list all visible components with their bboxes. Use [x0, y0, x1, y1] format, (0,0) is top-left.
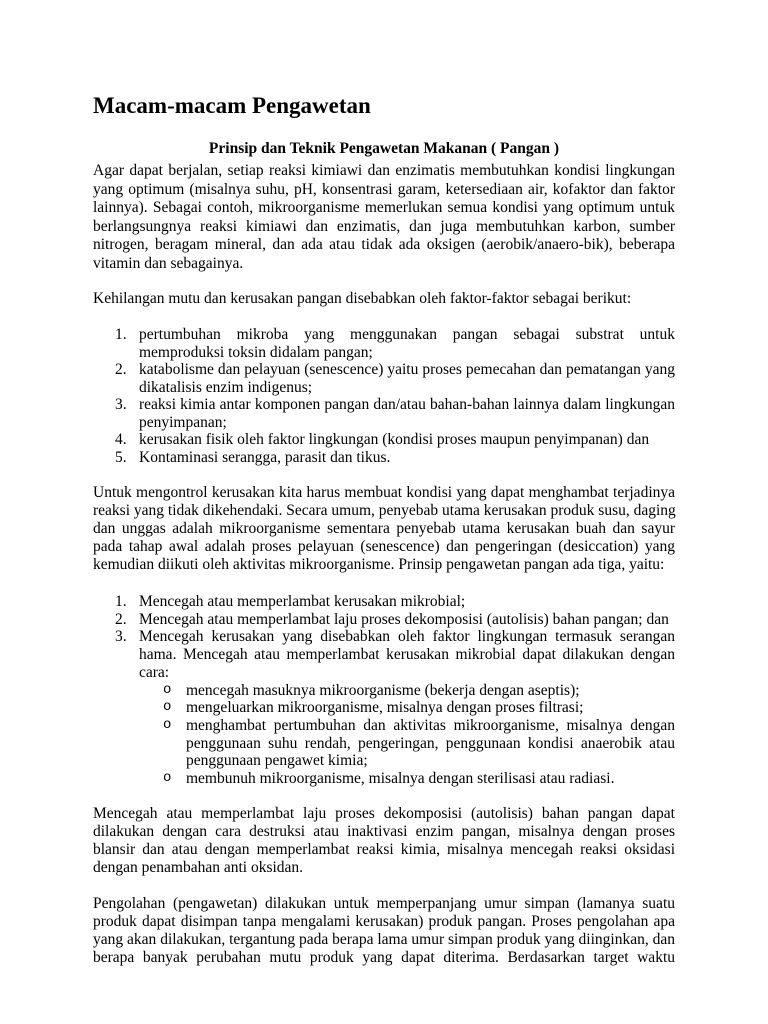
list-item: [93, 449, 675, 467]
text-line: berlangsungnya reaksi kimiawi dan enzimatis, dan juga membutuhkan karbon, sumber: [93, 217, 675, 235]
text-line: Mencegah kerusakan yang disebabkan oleh faktor lingkungan termasuk serangan: [139, 628, 675, 646]
text-line: kemudian diikuti oleh aktivitas mikroorganisme. Prinsip pengawetan pangan ada tiga, yaitu:: [93, 556, 665, 573]
text-line: lainnya). Sebagai contoh, mikroorganisme memerlukan semua kondisi yang optimum untuk: [93, 199, 675, 217]
list-number: 3.: [115, 628, 127, 646]
text-line: dan unggas adalah mikroorganisme sementara penyebab utama kerusakan buah dan sayur: [93, 520, 675, 537]
decomposition-paragraph: [93, 805, 675, 877]
text-line: produk dapat disimpan tanpa mengalami kerusakan) produk pangan. Proses pengolahan apa: [93, 913, 675, 930]
intro-paragraph: [93, 162, 675, 274]
processing-paragraph: [93, 895, 675, 967]
control-paragraph: [93, 484, 675, 574]
list-number: 1.: [115, 593, 127, 610]
list-item: [93, 361, 675, 396]
text-line: Untuk mengontrol kerusakan kita harus membuat kondisi yang dapat menghambat terjadinya: [93, 484, 675, 501]
causes-list: [93, 326, 675, 466]
text-line: Pengolahan (pengawetan) dilakukan untuk memperpanjang umur simpan (lamanya suatu: [93, 895, 675, 912]
sub-list-item: [139, 699, 675, 717]
bullet-marker: o: [163, 699, 172, 716]
text-line: membunuh mikroorganisme, misalnya dengan sterilisasi atau radiasi.: [186, 770, 615, 788]
bullet-marker: o: [163, 716, 172, 733]
text-line: reaksi kimia antar komponen pangan dan/atau bahan-bahan lainnya dalam lingkungan: [139, 396, 675, 414]
text-line: dilakukan dengan cara destruksi atau inaktivasi enzim pangan, misalnya dengan proses: [93, 823, 675, 840]
list-item: [93, 593, 675, 611]
list-number: 2.: [115, 610, 127, 628]
text-line: penggunaan pengawet kimia;: [186, 752, 368, 770]
text-line: cara:: [139, 663, 170, 681]
text-line: hama. Mencegah atau memperlambat kerusakan mikrobial dapat dilakukan dengan: [139, 646, 675, 664]
text-line: berapa banyak perubahan mutu produk yang dapat diterima. Berdasarkan target waktu: [93, 949, 675, 966]
text-line: memproduksi toksin didalam pangan;: [139, 343, 373, 361]
list-number: 1.: [115, 326, 127, 343]
sub-list-item: [139, 682, 675, 700]
sub-list-item: [139, 770, 675, 788]
text-line: Mencegah atau memperlambat laju proses dekomposisi (autolisis) bahan pangan; dan: [139, 610, 669, 628]
text-line: yang akan dilakukan, tergantung pada berapa lama umur simpan produk yang diinginkan, dan: [93, 931, 675, 948]
text-line: penyimpanan;: [139, 413, 227, 431]
principles-list: [93, 593, 675, 788]
list-number: 3.: [115, 396, 127, 414]
text-line: pada tahap awal adalah proses pelayuan (senescence) dan pengeringan (desiccation) yang: [93, 538, 675, 555]
text-line: blansir dan atau dengan memperlambat reaksi kimia, misalnya mencegah reaksi oksidasi: [93, 841, 675, 858]
list-number: 4.: [115, 431, 127, 449]
text-line: dengan penambahan anti oksidan.: [93, 859, 304, 876]
section-subtitle: Prinsip dan Teknik Pengawetan Makanan ( Pangan ): [208, 140, 560, 157]
sub-list-item: [139, 717, 675, 770]
text-line: pertumbuhan mikroba yang menggunakan pangan sebagai substrat untuk: [139, 326, 675, 343]
text-line: reaksi yang tidak dikehendaki. Secara umum, penyebab utama kerusakan produk susu, daging: [93, 502, 676, 519]
list-number: 5.: [115, 448, 127, 466]
text-line: nitrogen, beragam mineral, dan ada atau tidak ada oksigen (aerobik/anaero-bik), beberapa: [93, 236, 675, 254]
causes-intro-paragraph: [93, 290, 675, 308]
list-number: 2.: [115, 361, 127, 379]
list-item: [93, 611, 675, 629]
text-line: menghambat pertumbuhan dan aktivitas mikroorganisme, misalnya dengan: [186, 716, 675, 734]
text-line: Mencegah atau memperlambat kerusakan mikrobial;: [139, 593, 466, 610]
text-line: Agar dapat berjalan, setiap reaksi kimiawi dan enzimatis membutuhkan kondisi lingkungan: [93, 162, 675, 179]
text-line: mencegah masuknya mikroorganisme (bekerja dengan aseptis);: [186, 681, 580, 699]
text-line: dikatalisis enzim indigenus;: [139, 378, 313, 396]
text-line: yang optimum (misalnya suhu, pH, konsentrasi garam, ketersediaan air, kofaktor dan faktor: [93, 180, 675, 198]
text-line: katabolisme dan pelayuan (senescence) yaitu proses pemecahan dan pematangan yang: [139, 361, 675, 379]
text-line: penggunaan suhu rendah, pengeringan, penggunaan kondisi anaerobik atau: [186, 734, 675, 752]
text-line: Kontaminasi serangga, parasit dan tikus.: [139, 448, 391, 466]
list-item: [93, 628, 675, 787]
list-item: [93, 326, 675, 361]
list-item: [93, 431, 675, 449]
bullet-marker: o: [163, 770, 172, 787]
bullet-marker: o: [163, 681, 172, 698]
list-item: [93, 396, 675, 431]
text-line: mengeluarkan mikroorganisme, misalnya dengan proses filtrasi;: [186, 699, 584, 717]
page-title: Macam-macam Pengawetan: [93, 93, 371, 118]
text-line: Kehilangan mutu dan kerusakan pangan disebabkan oleh faktor-faktor sebagai berikut:: [93, 290, 632, 307]
text-line: vitamin dan sebagainya.: [93, 254, 244, 272]
text-line: Mencegah atau memperlambat laju proses dekomposisi (autolisis) bahan pangan dapat: [93, 805, 675, 822]
text-line: kerusakan fisik oleh faktor lingkungan (kondisi proses maupun penyimpanan) dan: [139, 431, 650, 449]
